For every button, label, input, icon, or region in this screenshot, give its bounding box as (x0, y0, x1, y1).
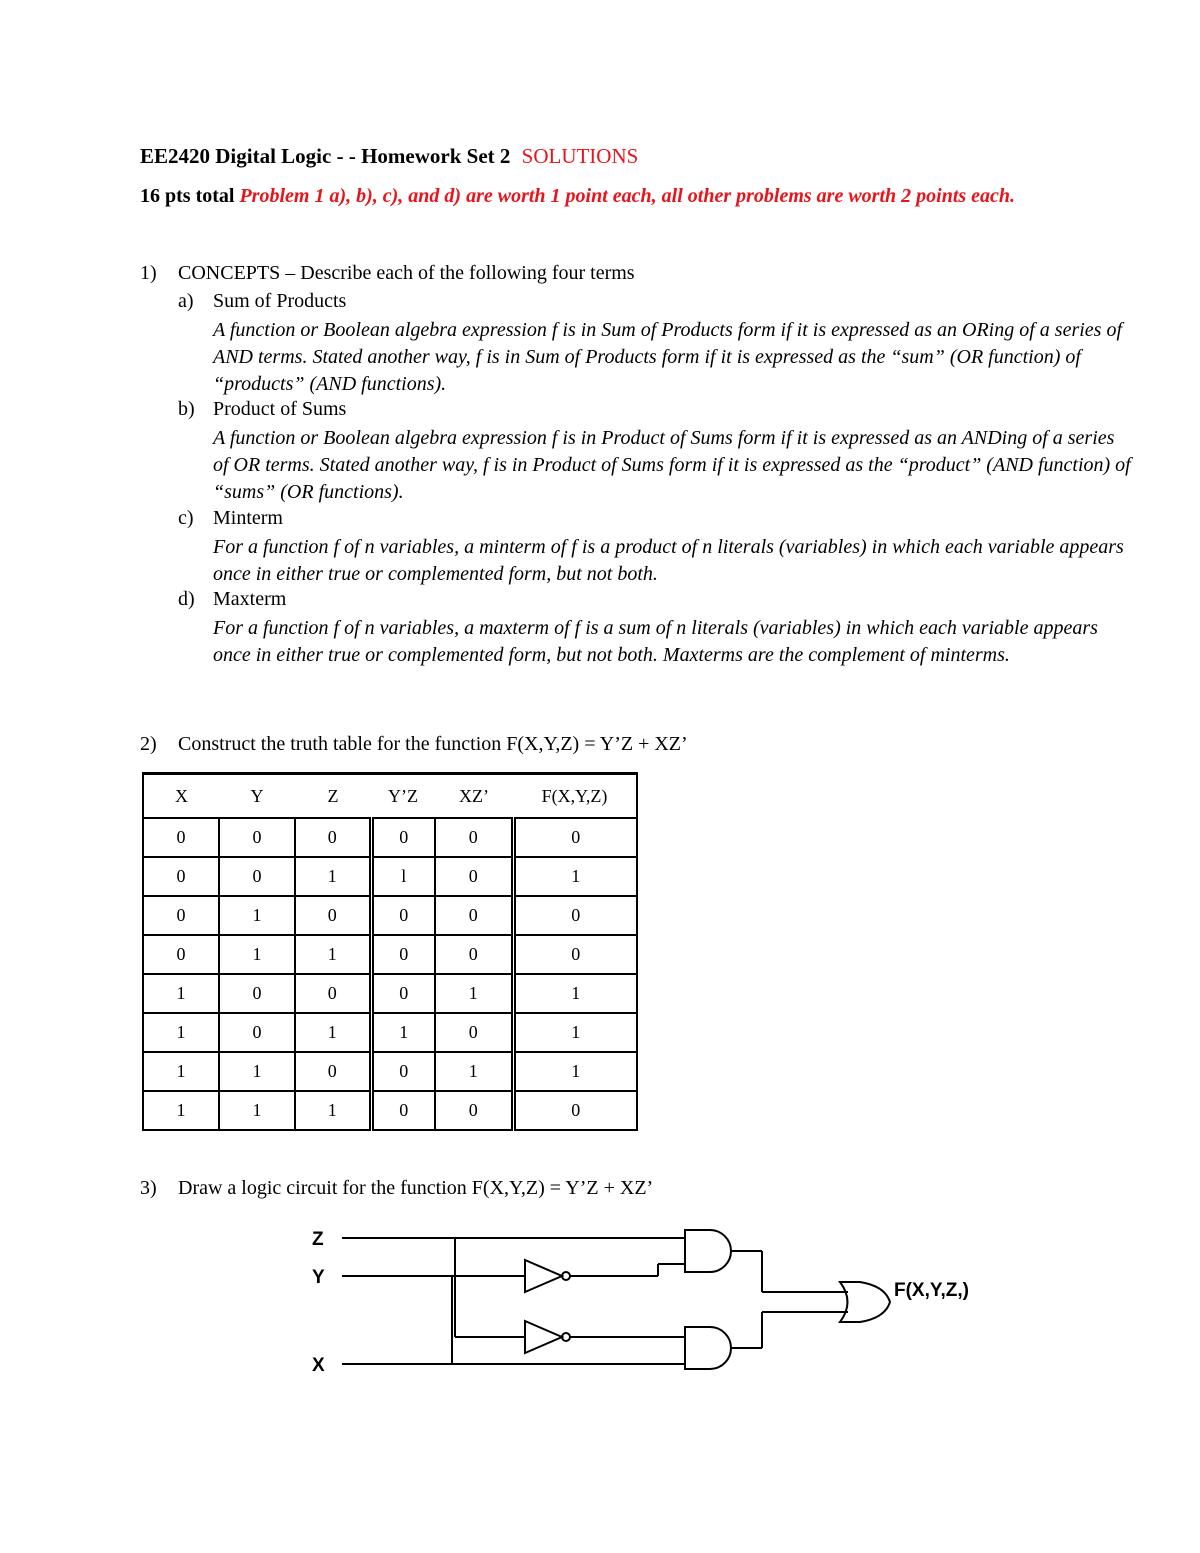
table-cell: 0 (513, 818, 637, 857)
table-cell: 0 (143, 896, 219, 935)
header-cell: Z (327, 785, 339, 806)
table-cell: 0 (295, 818, 371, 857)
label-z: Z (312, 1229, 324, 1250)
table-cell: 1 (513, 1052, 637, 1091)
question-2-text: Construct the truth table for the function F(X,Y,Z) = Y’Z + XZ’ (178, 733, 688, 755)
item-b-term: Product of Sums (213, 398, 347, 420)
table-cell: 1 (143, 1091, 219, 1130)
question-3 (140, 1177, 653, 1200)
table-cell: 1 (295, 1091, 371, 1130)
table-cell: 0 (371, 818, 435, 857)
table-cell: 0 (435, 857, 513, 896)
header-cell: X (175, 785, 188, 806)
item-d (178, 588, 286, 611)
table-cell: 0 (143, 935, 219, 974)
item-a-answer: A function or Boolean algebra expression f is in Sum of Products form if it is expressed as an ORing of a series of AND terms. Stated another way, f is in Sum of Products form if it is expressed as the “sum” (OR function) of “products” (AND functions). (213, 319, 1123, 395)
table-cell: 1 (295, 857, 371, 896)
not-gate-z (525, 1321, 562, 1353)
and-gate-bottom (685, 1327, 731, 1369)
table-cell: 1 (219, 1052, 295, 1091)
truth-table (142, 772, 638, 1131)
table-cell: 1 (143, 974, 219, 1013)
question-1 (140, 262, 635, 285)
table-cell: 0 (371, 896, 435, 935)
table-cell: 0 (295, 896, 371, 935)
table-cell: 0 (371, 1052, 435, 1091)
solutions-label: SOLUTIONS (521, 144, 639, 168)
header-cell: Y’Z (388, 785, 418, 806)
header-cell: F(X,Y,Z) (541, 785, 608, 806)
table-cell: 0 (143, 857, 219, 896)
item-c-term: Minterm (213, 507, 283, 529)
table-cell: 0 (513, 935, 637, 974)
question-3-number: 3) (140, 1177, 157, 1199)
table-cell: 1 (219, 935, 295, 974)
table-cell: 1 (513, 1013, 637, 1052)
table-cell: 1 (143, 1013, 219, 1052)
table-cell: 0 (371, 974, 435, 1013)
header-cell: XZ’ (459, 785, 489, 806)
points-line (140, 183, 1140, 210)
table-cell: 1 (219, 1091, 295, 1130)
table-cell: 1 (513, 857, 637, 896)
question-1-text: CONCEPTS – Describe each of the following four terms (178, 262, 635, 284)
label-y: Y (312, 1267, 325, 1288)
table-cell: 0 (435, 818, 513, 857)
table-cell: 0 (435, 1091, 513, 1130)
item-d-label: d) (178, 588, 195, 610)
item-c (178, 507, 283, 530)
table-cell: 1 (295, 935, 371, 974)
not-gate-y (525, 1260, 562, 1292)
label-output: F(X,Y,Z,) (894, 1280, 969, 1301)
item-b-label: b) (178, 398, 195, 420)
question-1-number: 1) (140, 262, 157, 284)
table-row (143, 1052, 637, 1091)
table-cell: 1 (435, 974, 513, 1013)
table-cell: 0 (371, 935, 435, 974)
item-c-answer: For a function f of n variables, a minterm of f is a product of n literals (variables) in which each variable appears once in either true or complemented form, but not both. (213, 536, 1124, 585)
table-row (143, 857, 637, 896)
table-row (143, 896, 637, 935)
table-cell: l (371, 857, 435, 896)
question-2-number: 2) (140, 733, 157, 755)
table-cell: 0 (295, 974, 371, 1013)
logic-circuit (300, 1220, 1020, 1390)
header-cell: Y (250, 785, 264, 806)
table-cell: 0 (219, 818, 295, 857)
table-cell: 1 (295, 1013, 371, 1052)
table-cell: 0 (371, 1091, 435, 1130)
item-d-answer: For a function f of n variables, a maxterm of f is a sum of n literals (variables) in which each variable appears once in either true or complemented form, but not both. Maxterms are the complement of minterms. (213, 617, 1098, 666)
table-row (143, 818, 637, 857)
item-a-label: a) (178, 290, 194, 312)
table-cell: 0 (295, 1052, 371, 1091)
truth-table-header (143, 774, 637, 819)
item-a (178, 290, 346, 313)
table-cell: 1 (143, 1052, 219, 1091)
or-gate (840, 1282, 890, 1322)
item-c-label: c) (178, 507, 194, 529)
table-row (143, 1091, 637, 1130)
table-cell: 1 (219, 896, 295, 935)
label-x: X (312, 1355, 325, 1376)
table-cell: 1 (435, 1052, 513, 1091)
table-row (143, 1013, 637, 1052)
table-cell: 0 (219, 1013, 295, 1052)
item-a-term: Sum of Products (213, 290, 347, 312)
item-d-term: Maxterm (213, 588, 287, 610)
question-3-text: Draw a logic circuit for the function F(X,Y,Z) = Y’Z + XZ’ (178, 1177, 654, 1199)
title-text: EE2420 Digital Logic - - Homework Set 2 (140, 144, 511, 168)
and-gate-top (685, 1230, 731, 1272)
table-cell: 1 (371, 1013, 435, 1052)
table-cell: 0 (513, 896, 637, 935)
table-cell: 0 (219, 857, 295, 896)
table-cell: 1 (513, 974, 637, 1013)
table-cell: 0 (143, 818, 219, 857)
question-2 (140, 733, 688, 756)
item-b (178, 398, 346, 421)
table-cell: 0 (435, 935, 513, 974)
table-cell: 0 (435, 896, 513, 935)
table-row (143, 974, 637, 1013)
page-title (140, 144, 638, 169)
points-total: 16 pts total (140, 185, 235, 207)
table-cell: 0 (435, 1013, 513, 1052)
points-note: Problem 1 a), b), c), and d) are worth 1 point each, all other problems are worth 2 points each. (239, 185, 1016, 207)
table-cell: 0 (219, 974, 295, 1013)
item-b-answer: A function or Boolean algebra expression f is in Product of Sums form if it is expressed as an ANDing of a series of OR terms. Stated another way, f is in Product of Sums form if it is expressed as the “product” (AND function) of “sums” (OR functions). (213, 427, 1131, 503)
table-row (143, 935, 637, 974)
table-cell: 0 (513, 1091, 637, 1130)
